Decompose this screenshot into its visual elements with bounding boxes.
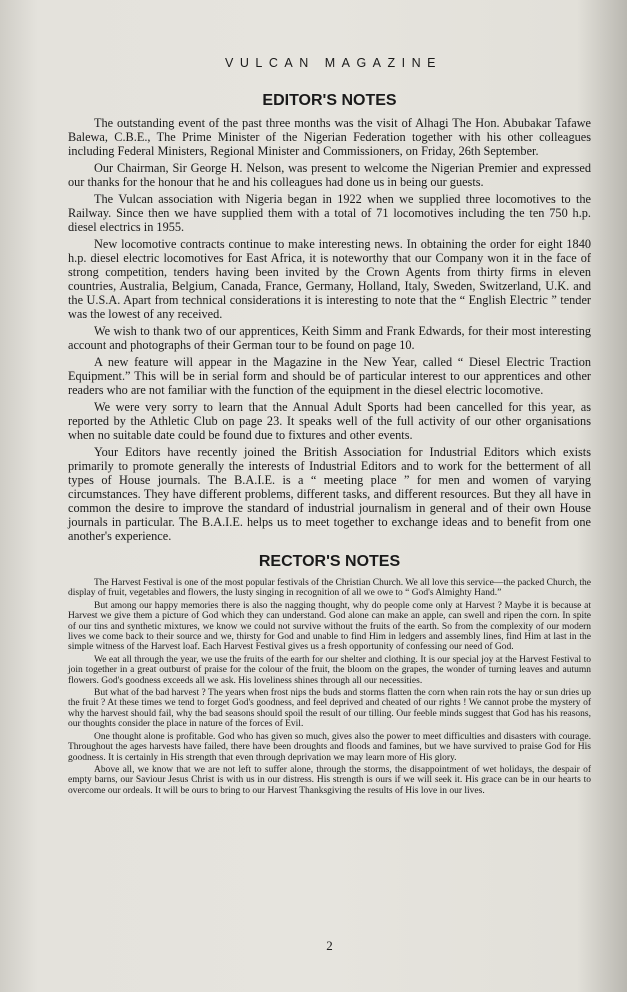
editors-paragraph: The Vulcan association with Nigeria began in 1922 when we supplied three locomotives to the Railway. Since then we have supplied them with a total of 71 locomotives including the ten 750 h.p. diesel electrics in 1955.	[68, 192, 591, 234]
rectors-paragraph: But what of the bad harvest ? The years when frost nips the buds and storms flatten the corn when rain rots the hay or sun dries up the fruit ? At these times we tend to forget God's goodness, and feel deprived and cheated of our rights ! We cannot probe the mystery of why the harvest should fail, why the bad seasons should spoil the result of our tilling. Our feeble minds suggest that God has his reasons, our thoughts consider the place in nature of the forces of Evil.	[68, 688, 591, 730]
masthead: VULCAN MAGAZINE	[225, 56, 442, 70]
editors-paragraph: Our Chairman, Sir George H. Nelson, was present to welcome the Nigerian Premier and expressed our thanks for the honour that he and his colleagues had done us in being our guests.	[68, 161, 591, 189]
editors-paragraph: New locomotive contracts continue to make interesting news. In obtaining the order for eight 1840 h.p. diesel electric locomotives for East Africa, it is noteworthy that our Company won it in the face of strong competition, tenders having been invited by the Crown Agents from thirty firms in eleven countries, Australia, Belgium, Canada, France, Germany, Holland, Italy, Sweden, Switzerland, U.K. and the U.S.A. Apart from technical considerations it is interesting to note that the “ English Electric ” tender was the lowest of any received.	[68, 237, 591, 321]
rectors-paragraph: Above all, we know that we are not left to suffer alone, through the storms, the disappointment of wet holidays, the despair of empty barns, our Saviour Jesus Christ is with us in our distress. His strength is ours if we will seek it. His grace can be in our hearts to overcome our ordeals. It will be ours to bring to our Harvest Thanksgiving the results of His love in our lives.	[68, 764, 591, 796]
editors-notes-section	[68, 92, 591, 543]
editors-notes-heading: EDITOR'S NOTES	[262, 92, 397, 109]
editors-paragraph: A new feature will appear in the Magazine in the New Year, called “ Diesel Electric Traction Equipment.” This will be in serial form and should be of particular interest to our apprentices and other readers who are not familiar with the function of the equipment in the diesel electric locomotive.	[68, 355, 591, 397]
page-number: 2	[326, 938, 333, 953]
rectors-paragraph: We eat all through the year, we use the fruits of the earth for our shelter and clothing. It is our special joy at the Harvest Festival to join together in a great outburst of praise for the colour of the fruit, the bloom on the grapes, the wonder of turning leaves and autumn flowers. God's goodness exceeds all we ask. His loveliness shines through all our necessities.	[68, 654, 591, 686]
editors-paragraph: We were very sorry to learn that the Annual Adult Sports had been cancelled for this year, as reported by the Athletic Club on page 23. It speaks well of the full activity of our other organisations when no suitable date could be found due to fixtures and other events.	[68, 400, 591, 442]
editors-paragraph: The outstanding event of the past three months was the visit of Alhagi The Hon. Abubakar Tafawe Balewa, C.B.E., The Prime Minister of the Nigerian Federation together with his other colleagues including Federal Ministers, Regional Minister and Commissioners, on Friday, 26th September.	[68, 116, 591, 158]
rectors-paragraph: But among our happy memories there is also the nagging thought, why do people come only at Harvest ? Maybe it is because at Harvest we give them a picture of God which they can understand. God alone can make an apple, can swell and ripen the corn. In spite of our tins and synthetic mixtures, we know we could not survive without the fruits of the earth. So from the complexity of our modern lives we come back to their source and we, thirsty for God and unable to find Him in ledgers and assembly lines, find Him at last in the simple witness of the Harvest loaf. Each Harvest Festival gives us a fresh opportunity of confessing our need of God.	[68, 600, 591, 653]
rectors-paragraph: One thought alone is profitable. God who has given so much, gives also the power to meet difficulties and disasters with courage. Throughout the ages harvests have failed, there have been droughts and floods and famines, but we have survived to praise God for His goodness. It is certainly in His strength that even through deprivation we may learn more of His glory.	[68, 731, 591, 763]
rectors-notes-heading: RECTOR'S NOTES	[258, 553, 401, 570]
editors-paragraph: Your Editors have recently joined the British Association for Industrial Editors which exists primarily to promote generally the interests of Industrial Editors and to work for the betterment of all types of House journals. The B.A.I.E. is a “ meeting place ” for men and women of varying circumstances. They have different problems, different tasks, and different resources. But they all have in common the desire to improve the standard of industrial journalism in general and of their own House journals in particular. The B.A.I.E. helps us to meet together to exchange ideas and to benefit from one another's experience.	[68, 445, 591, 543]
editors-paragraph: We wish to thank two of our apprentices, Keith Simm and Frank Edwards, for their most interesting account and photographs of their German tour to be found on page 10.	[68, 324, 591, 352]
rectors-notes-section	[68, 553, 591, 796]
rectors-paragraph: The Harvest Festival is one of the most popular festivals of the Christian Church. We all love this service—the packed Church, the display of fruit, vegetables and flowers, the lusty singing in recognition of all we owe to “ God's Almighty Hand.”	[68, 578, 591, 599]
